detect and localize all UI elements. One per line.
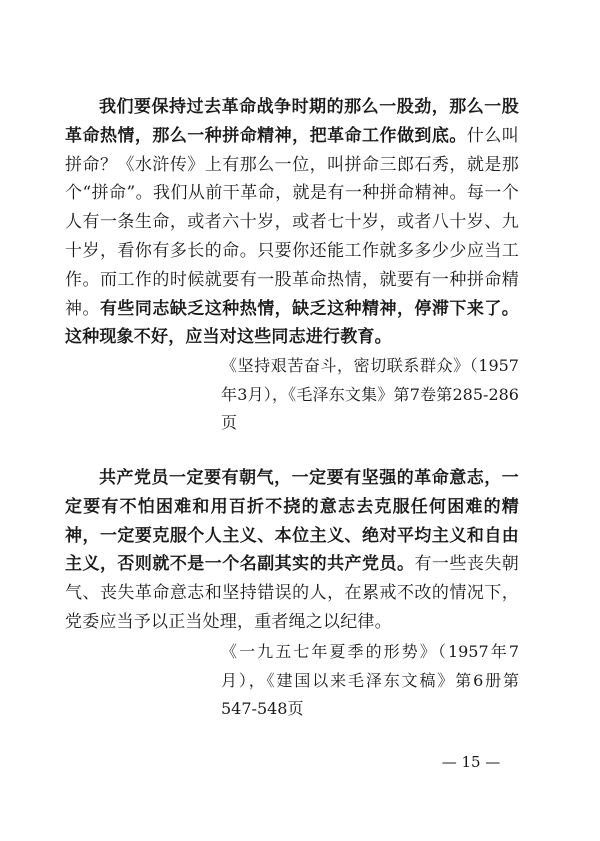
quotation-2-body: 有一些丧失朝气、丧失革命意志和坚持错误的人，在累戒不改的情况下，党委应当予以正当处理，重者绳之以纪律。 (65, 554, 519, 632)
quotation-2-bold-lead: 共产党员一定要有朝气，一定要有坚强的革命意志，一定要有不怕困难和用百折不挠的意志去克服任何困难的精神，一定要克服个人主义、本位主义、绝对平均主义和自由主义，否则就不是一个名副其实的共产党员。 (65, 468, 519, 575)
quotation-paragraph-1 (65, 93, 519, 352)
quotation-1-source: 《坚持艰苦奋斗，密切联系群众》（1957年3月），《毛泽东文集》第7卷第285-286页 (221, 356, 519, 432)
quotation-2-source: 《一九五七年夏季的形势》（1957年7月），《建国以来毛泽东文稿》第6册第547-548页 (221, 642, 519, 718)
quotation-1-bold-lead: 我们要保持过去革命战争时期的那么一股劲，那么一股革命热情，那么一种拼命精神，把革命工作做到底。 (65, 97, 519, 146)
page-number: — 15 — (441, 753, 501, 771)
quotation-1-body: 什么叫拼命？《水浒传》上有那么一位，叫拼命三郎石秀，就是那个“拼命”。我们从前干革命，就是有一种拼命精神。每一个人有一条生命，或者六十岁，或者七十岁，或者八十岁、九十岁，看你有多长的命。只要你还能工作就多多少少应当工作。而工作的时候就要有一股革命热情，就要有一种拼命精神。 (65, 125, 519, 319)
quotation-paragraph-2 (65, 464, 519, 637)
quotation-1-bold-tail: 有些同志缺乏这种热情，缺乏这种精神，停滞下来了。这种现象不好，应当对这些同志进行教育。 (65, 298, 519, 348)
